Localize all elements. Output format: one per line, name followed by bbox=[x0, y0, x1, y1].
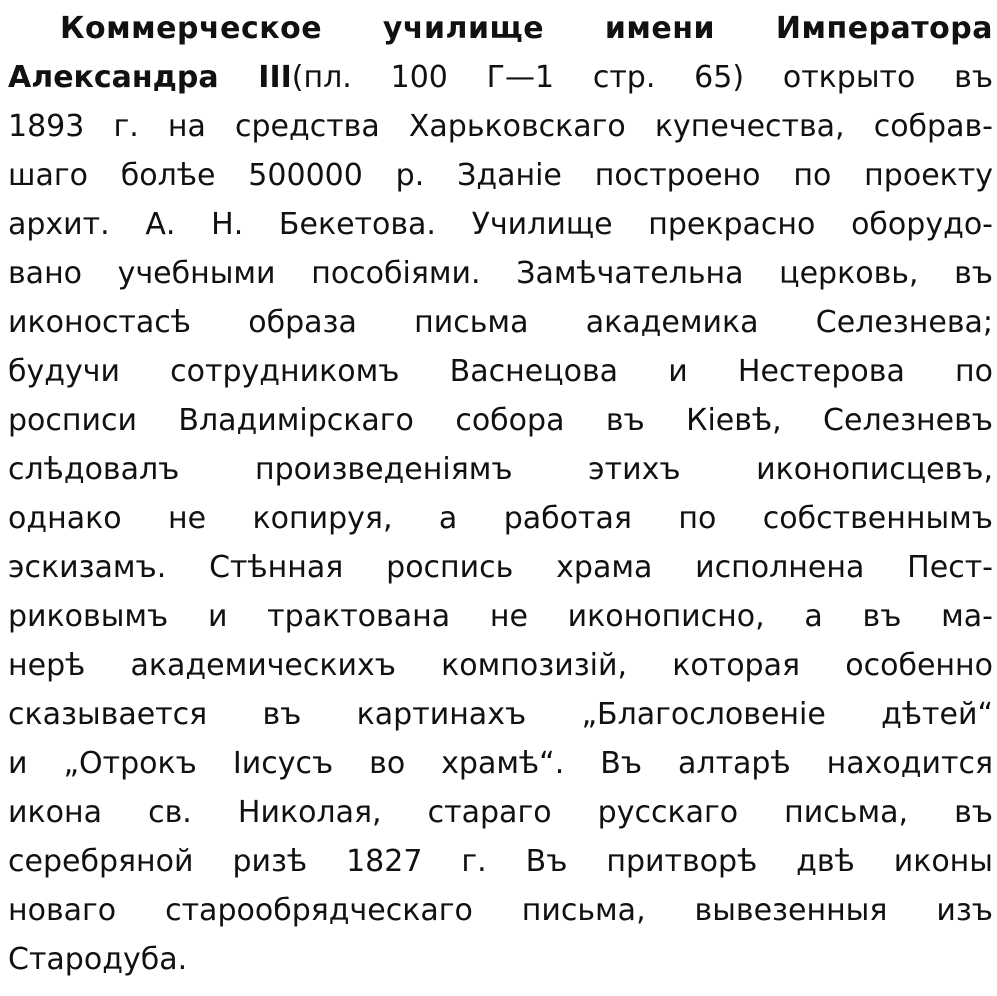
text-line-17: икона св. Николая, стараго русскаго письма, въ bbox=[8, 795, 993, 830]
text-line-9: росписи Владимірскаго собора въ Кіевѣ, Селезневъ bbox=[8, 403, 993, 438]
text-line-18: серебряной ризѣ 1827 г. Въ притворѣ двѣ иконы bbox=[8, 844, 993, 879]
text-line-16: и „Отрокъ Іисусъ во храмѣ“. Въ алтарѣ находится bbox=[8, 746, 993, 781]
text-line-7: иконостасѣ образа письма академика Селезнева; bbox=[8, 305, 993, 340]
text-line-4: шаго болѣе 500000 р. Зданіе построено по проекту bbox=[8, 158, 993, 193]
text-line-10: слѣдовалъ произведеніямъ этихъ иконописцевъ, bbox=[8, 452, 993, 487]
text-line-12: эскизамъ. Стѣнная роспись храма исполнена Пест- bbox=[8, 550, 993, 585]
text-line-11: однако не копируя, а работая по собственнымъ bbox=[8, 501, 993, 536]
heading-title-continued: Александра III bbox=[8, 60, 292, 95]
text-line-5: архит. А. Н. Бекетова. Училище прекрасно оборудо- bbox=[8, 207, 993, 242]
text-line-8: будучи сотрудникомъ Васнецова и Нестерова по bbox=[8, 354, 993, 389]
text-line-2 bbox=[8, 53, 993, 102]
text-fragment: (пл. 100 Г—1 стр. 65) открыто въ bbox=[291, 60, 994, 95]
text-line-20: Стародуба. bbox=[8, 942, 188, 977]
text-line-3: 1893 г. на средства Харьковскаго купечества, собрав- bbox=[8, 109, 993, 144]
text-line-1 bbox=[8, 4, 993, 53]
heading-title: Коммерческое училище имени Императора bbox=[60, 11, 993, 46]
text-line-15: сказывается въ картинахъ „Благословеніе дѣтей“ bbox=[8, 697, 993, 732]
text-line-14: нерѣ академическихъ композизій, которая особенно bbox=[8, 648, 993, 683]
document-page bbox=[8, 4, 993, 984]
text-line-19: новаго старообрядческаго письма, вывезенныя изъ bbox=[8, 893, 993, 928]
text-line-13: риковымъ и трактована не иконописно, а въ ма- bbox=[8, 599, 993, 634]
text-line-6: вано учебными пособіями. Замѣчательна церковь, въ bbox=[8, 256, 993, 291]
